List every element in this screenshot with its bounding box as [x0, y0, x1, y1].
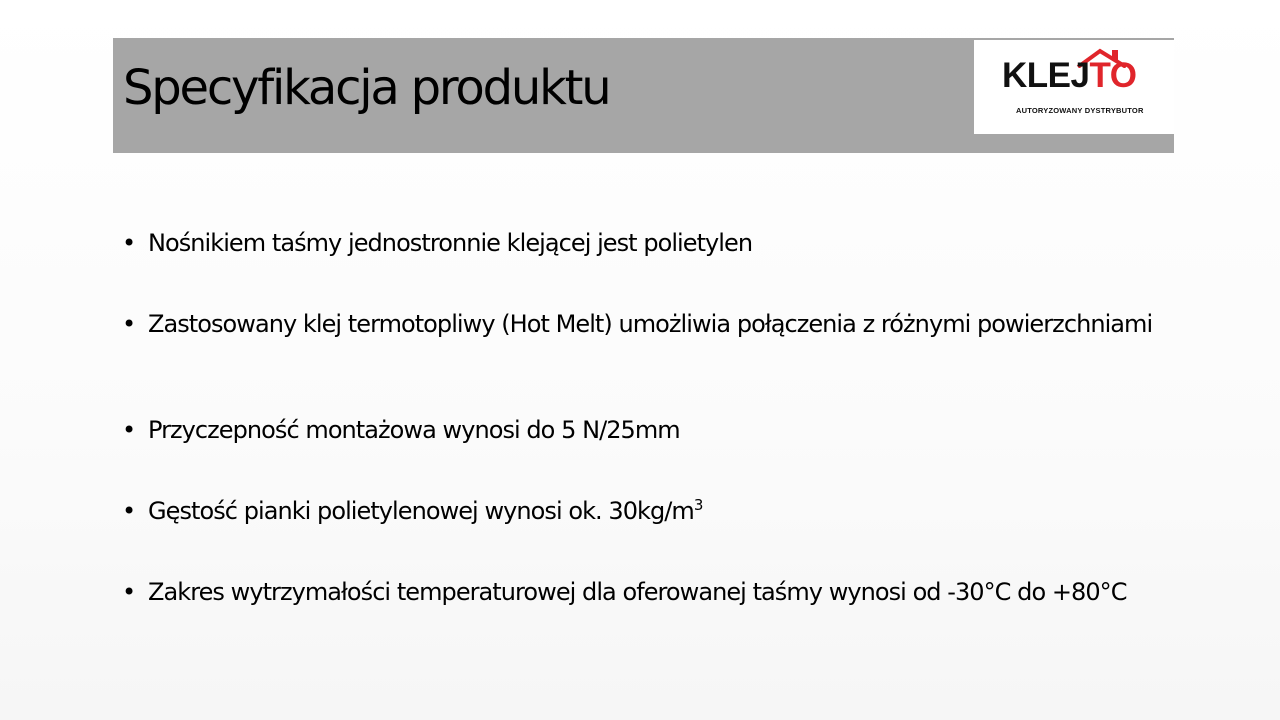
bullet-item: [122, 310, 1202, 338]
superscript: 3: [693, 496, 704, 514]
logo-brand-red: TO: [1089, 56, 1137, 95]
bullet-item: [122, 229, 1202, 257]
bullet-text: Zakres wytrzymałości temperaturowej dla oferowanej taśmy wynosi od -30°C do +80°C: [148, 578, 1127, 606]
bullet-text: Nośnikiem taśmy jednostronnie klejącej jest polietylen: [148, 229, 753, 257]
logo: [974, 40, 1174, 134]
bullet-text: Przyczepność montażowa wynosi do 5 N/25mm: [148, 416, 680, 444]
bullet-text: [148, 497, 1202, 525]
bullet-text-main: Gęstość pianki polietylenowej wynosi ok. 30kg/m: [148, 497, 694, 525]
bullet-item: [122, 497, 1202, 525]
bullet-text: Zastosowany klej termotopliwy (Hot Melt) umożliwia połączenia z różnymi powierzchniami: [148, 310, 1153, 338]
slide-title: Specyfikacja produktu: [123, 60, 610, 116]
bullet-item: [122, 578, 1202, 606]
logo-tagline: AUTORYZOWANY DYSTRYBUTOR: [1016, 106, 1144, 115]
bullet-dot: •: [122, 497, 137, 525]
logo-wordmark: [1002, 58, 1136, 93]
bullet-dot: •: [122, 229, 137, 257]
bullet-dot: •: [122, 310, 137, 338]
bullet-dot: •: [122, 578, 137, 606]
logo-brand-black: KLEJ: [1002, 56, 1090, 95]
bullet-dot: •: [122, 416, 137, 444]
bullet-item: [122, 416, 1202, 444]
